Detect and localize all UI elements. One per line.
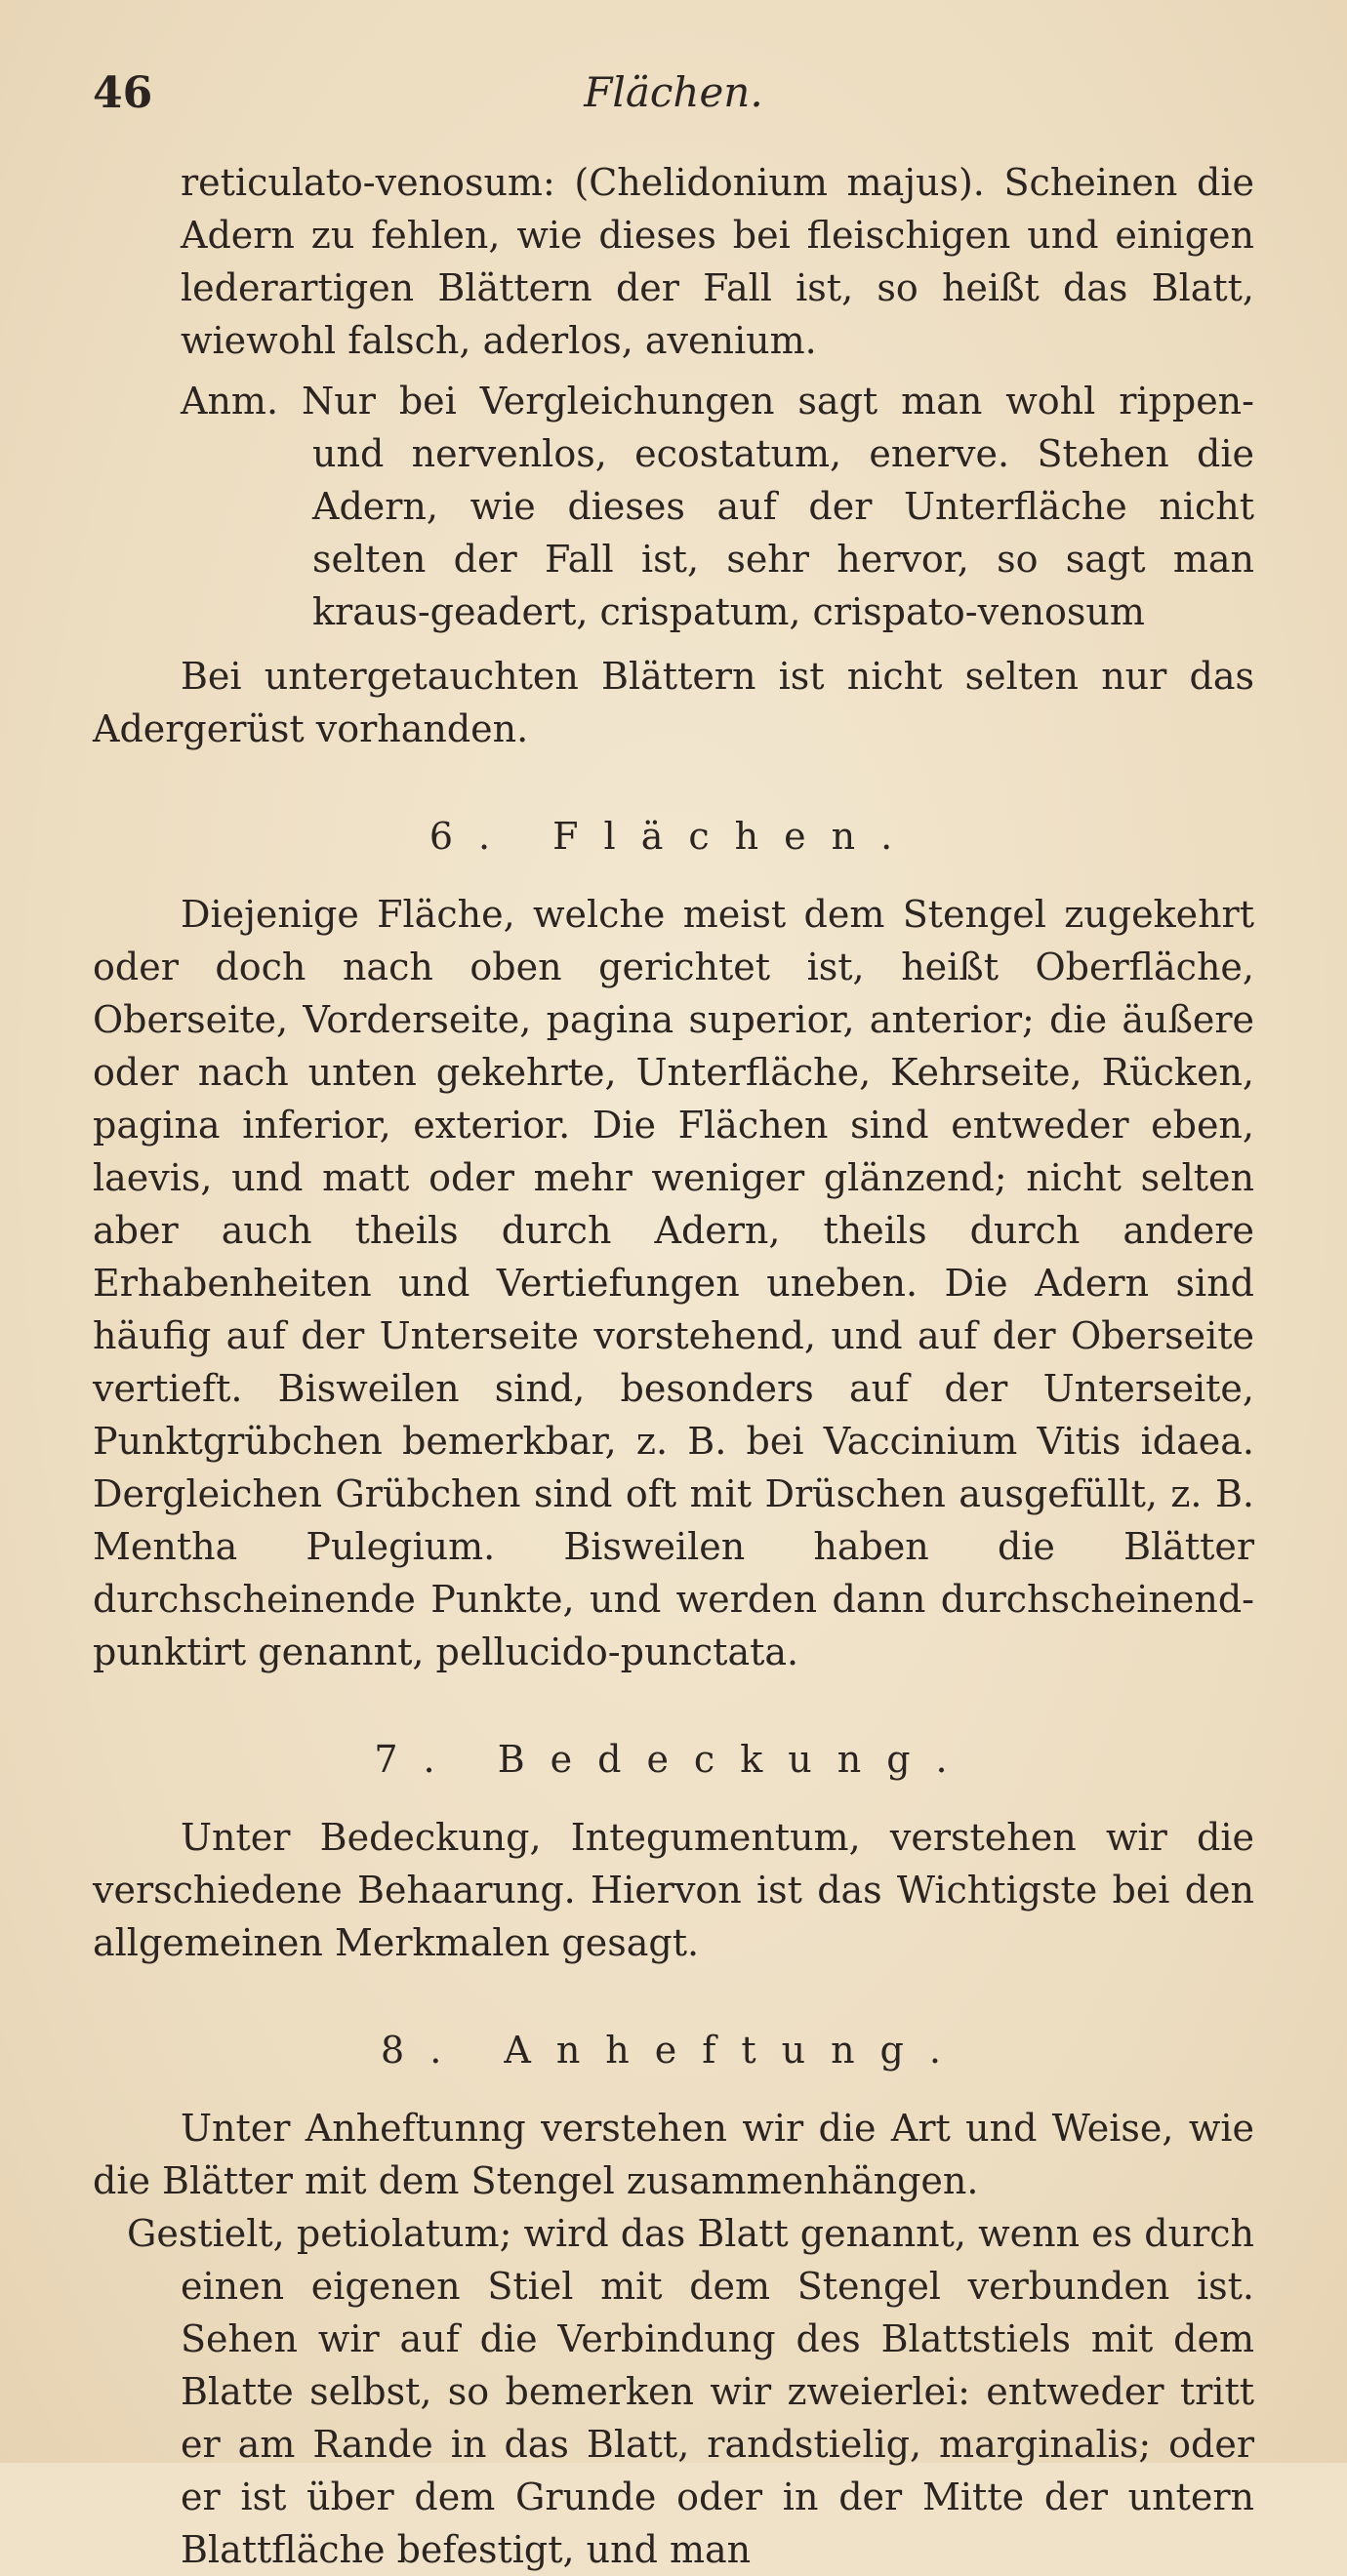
body-text [93, 156, 1254, 2576]
annotation-paragraph: Anm. Nur bei Vergleichungen sagt man wohl rippen- und nervenlos, ecostatum, enerve. Stehen die Adern, wie dieses auf der Unterfläche nicht selten der Fall ist, sehr hervor, so sagt man kraus-geadert, crispatum, crispato-venosum [181, 380, 1254, 633]
running-head: Flächen. [584, 68, 763, 116]
paragraph: Bei untergetauchten Blättern ist nicht selten nur das Adergerüst vorhanden. [93, 655, 1254, 750]
page-header [93, 68, 1254, 127]
paragraph: reticulato-venosum: (Chelidonium majus). Scheinen die Adern zu fehlen, wie dieses bei fleischigen und einigen lederartigen Blättern der Fall ist, so heißt das Blatt, wiewohl falsch, aderlos, avenium. [181, 161, 1254, 362]
paragraph: Unter Bedeckung, Integumentum, verstehen wir die verschiedene Behaarung. Hiervon ist das Wichtigste bei den allgemeinen Merkmalen gesagt. [93, 1816, 1254, 1964]
section-heading-6: 6. Flächen. [429, 815, 918, 858]
paragraph: Diejenige Fläche, welche meist dem Stengel zugekehrt oder doch nach oben gerichtet ist, heißt Oberfläche, Oberseite, Vorderseite, pagina superior, anterior; die äußere oder nach unten gekehrte, Unterfläche, Kehrseite, Rücken, pagina inferior, exterior. Die Flächen sind entweder eben, laevis, und matt oder mehr weniger glänzend; nicht selten aber auch theils durch Adern, theils durch andere Erhabenheiten und Vertiefungen uneben. Die Adern sind häufig auf der Unterseite vorstehend, und auf der Oberseite vertieft. Bisweilen sind, besonders auf der Unterseite, Punktgrübchen bemerkbar, z. B. bei Vaccinium Vitis idaea. Dergleichen Grübchen sind oft mit Drüschen ausgefüllt, z. B. Mentha Pulegium. Bisweilen haben die Blätter durchscheinende Punkte, und werden dann durchscheinend-punktirt genannt, pellucido-punctata. [93, 893, 1254, 1673]
paragraph: Gestielt, petiolatum; wird das Blatt genannt, wenn es durch einen eigenen Stiel mit dem Stengel verbunden ist. Sehen wir auf die Verbindung des Blattstiels mit dem Blatte selbst, so bemerken wir zweierlei: entweder tritt er am Rande in das Blatt, randstielig, marginalis; oder er ist über dem Grunde oder in der Mitte der untern Blattfläche befestigt, und man [127, 2212, 1254, 2571]
page-number: 46 [93, 68, 153, 118]
paragraph: Unter Anheftunng verstehen wir die Art und Weise, wie die Blätter mit dem Stengel zusammenhängen. [93, 2107, 1254, 2202]
section-heading-7: 7. Bedeckung. [374, 1738, 973, 1781]
section-heading-8: 8. Anheftung. [381, 2029, 966, 2072]
